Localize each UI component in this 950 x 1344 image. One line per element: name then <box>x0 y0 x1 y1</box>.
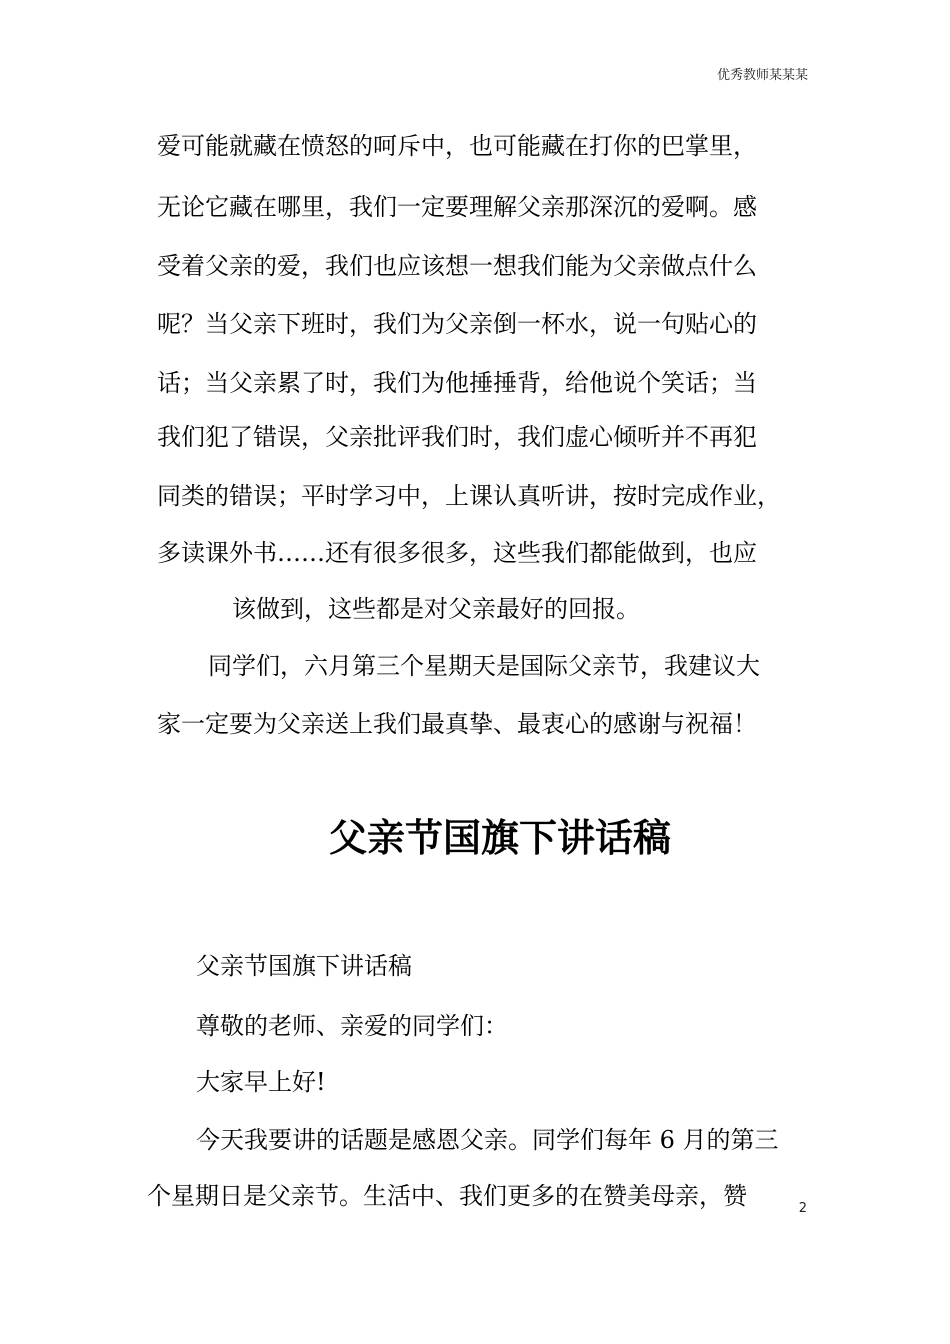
paragraph-line: 同学们，六月第三个星期天是国际父亲节，我建议大 <box>208 652 760 680</box>
paragraph-line: 父亲节国旗下讲话稿 <box>196 952 412 980</box>
paragraph-line: 呢？当父亲下班时，我们为父亲倒一杯水，说一句贴心的 <box>157 310 757 338</box>
paragraph-line: 爱可能就藏在愤怒的呵斥中，也可能藏在打你的巴掌里， <box>157 132 757 160</box>
paragraph-line: 个星期日是父亲节。生活中、我们更多的在赞美母亲，赞 <box>147 1182 747 1210</box>
paragraph-line: 大家早上好! <box>196 1068 326 1096</box>
paragraph-line: 我们犯了错误，父亲批评我们时，我们虚心倾听并不再犯 <box>157 423 757 451</box>
section-title: 父亲节国旗下讲话稿 <box>328 816 671 860</box>
paragraph-line: 同类的错误；平时学习中，上课认真听讲，按时完成作业， <box>157 482 781 510</box>
paragraph-line: 无论它藏在哪里，我们一定要理解父亲那深沉的爱啊。感 <box>157 193 757 221</box>
header-author: 优秀教师某某某 <box>716 68 808 83</box>
paragraph-line: 多读课外书……还有很多很多，这些我们都能做到，也应 <box>157 539 757 567</box>
paragraph-line: 该做到，这些都是对父亲最好的回报。 <box>232 595 640 623</box>
paragraph-line: 今天我要讲的话题是感恩父亲。同学们每年 6 月的第三 <box>196 1126 779 1154</box>
paragraph-line: 家一定要为父亲送上我们最真挚、最衷心的感谢与祝福！ <box>157 710 757 738</box>
paragraph-line: 话；当父亲累了时，我们为他捶捶背，给他说个笑话；当 <box>157 369 757 397</box>
paragraph-line: 受着父亲的爱，我们也应该想一想我们能为父亲做点什么 <box>157 252 757 280</box>
paragraph-line: 尊敬的老师、亲爱的同学们： <box>196 1012 508 1040</box>
page-number: 2 <box>798 1201 807 1216</box>
